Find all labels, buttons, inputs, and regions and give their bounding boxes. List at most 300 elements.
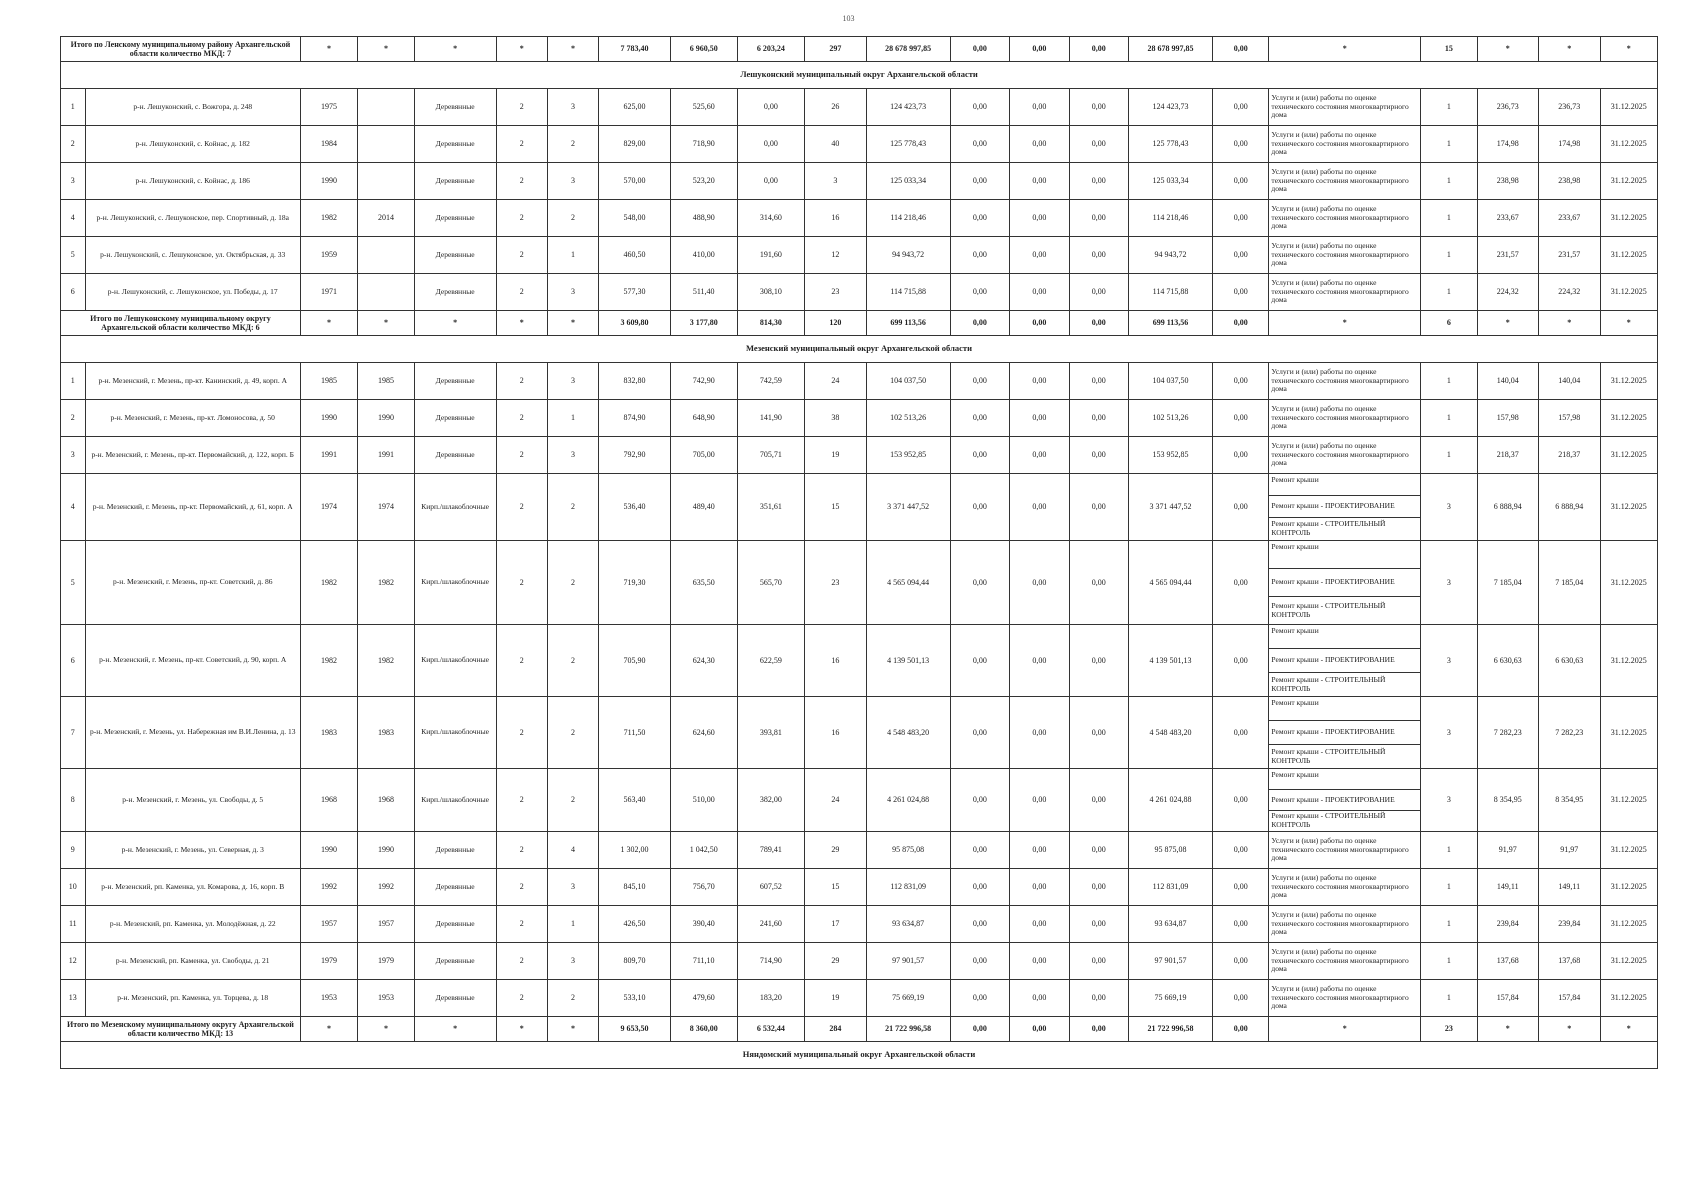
max-cost: 140,04 xyxy=(1539,363,1601,400)
address: р-н. Мезенский, г. Мезень, пр-кт. Ломоносова, д. 50 xyxy=(85,400,300,437)
value-cost: 125 033,34 xyxy=(866,163,950,200)
total-sp2: * xyxy=(1539,311,1601,336)
max-cost: 233,67 xyxy=(1539,200,1601,237)
work-count: 3 xyxy=(1421,769,1477,832)
total-total-area: 7 783,40 xyxy=(599,37,671,62)
specific-cost: 6 630,63 xyxy=(1477,625,1539,697)
value-total: 548,00 xyxy=(599,200,671,237)
completion-date: 31.12.2025 xyxy=(1600,832,1658,869)
total-work: * xyxy=(1269,37,1421,62)
row-number: 6 xyxy=(61,274,86,311)
work-type: Услуги и (или) работы по оценке технического состояния многоквартирного дома xyxy=(1269,274,1421,311)
value-oth: 0,00 xyxy=(1213,89,1269,126)
value-oth: 0,00 xyxy=(1213,869,1269,906)
value-oth: 0,00 xyxy=(1213,541,1269,625)
year-renovated: 1990 xyxy=(358,832,414,869)
table-row xyxy=(61,906,1658,943)
value-f: 0,00 xyxy=(950,869,1009,906)
floors: 2 xyxy=(496,769,547,832)
completion-date: 31.12.2025 xyxy=(1600,237,1658,274)
floors: 2 xyxy=(496,89,547,126)
value-priv: 314,60 xyxy=(737,200,805,237)
total-other: 0,00 xyxy=(1213,1017,1269,1042)
work-count: 3 xyxy=(1421,474,1477,541)
value-oth: 0,00 xyxy=(1213,437,1269,474)
value-living: 756,70 xyxy=(670,869,737,906)
value-own: 4 261 024,88 xyxy=(1129,769,1213,832)
value-oth: 0,00 xyxy=(1213,163,1269,200)
work-type: Услуги и (или) работы по оценке технического состояния многоквартирного дома xyxy=(1269,832,1421,869)
year-renovated xyxy=(358,274,414,311)
value-oth: 0,00 xyxy=(1213,625,1269,697)
specific-cost: 7 282,23 xyxy=(1477,697,1539,769)
row-number: 9 xyxy=(61,832,86,869)
specific-cost: 236,73 xyxy=(1477,89,1539,126)
table-row xyxy=(61,474,1658,496)
value-oth: 0,00 xyxy=(1213,980,1269,1017)
total-c5: * xyxy=(414,37,496,62)
value-br: 0,00 xyxy=(1010,980,1069,1017)
entrances: 1 xyxy=(547,237,598,274)
value-bl: 0,00 xyxy=(1069,697,1128,769)
work-type: Услуги и (или) работы по оценке технического состояния многоквартирного дома xyxy=(1269,200,1421,237)
value-own: 3 371 447,52 xyxy=(1129,474,1213,541)
floors: 2 xyxy=(496,980,547,1017)
work-count: 1 xyxy=(1421,200,1477,237)
value-oth: 0,00 xyxy=(1213,200,1269,237)
work-type: Услуги и (или) работы по оценке технического состояния многоквартирного дома xyxy=(1269,89,1421,126)
value-bl: 0,00 xyxy=(1069,437,1128,474)
total-c7: * xyxy=(547,1017,598,1042)
year-built: 1982 xyxy=(300,200,357,237)
work-count: 3 xyxy=(1421,625,1477,697)
total-date: * xyxy=(1600,37,1658,62)
value-priv: 0,00 xyxy=(737,126,805,163)
specific-cost: 224,32 xyxy=(1477,274,1539,311)
floors: 2 xyxy=(496,200,547,237)
total-other: 0,00 xyxy=(1213,37,1269,62)
max-cost: 218,37 xyxy=(1539,437,1601,474)
year-built: 1957 xyxy=(300,906,357,943)
table-row xyxy=(61,363,1658,400)
year-renovated xyxy=(358,126,414,163)
year-built: 1968 xyxy=(300,769,357,832)
max-cost: 7 185,04 xyxy=(1539,541,1601,625)
year-built: 1975 xyxy=(300,89,357,126)
max-cost: 149,11 xyxy=(1539,869,1601,906)
work-type: Ремонт крыши - ПРОЕКТИРОВАНИЕ xyxy=(1269,496,1421,518)
total-priv-area: 6 532,44 xyxy=(737,1017,805,1042)
register-table xyxy=(60,36,1658,1069)
specific-cost: 239,84 xyxy=(1477,906,1539,943)
row-number: 1 xyxy=(61,89,86,126)
table-row xyxy=(61,437,1658,474)
address: р-н. Мезенский, рп. Каменка, ул. Молодёжная, д. 22 xyxy=(85,906,300,943)
value-living: 705,00 xyxy=(670,437,737,474)
total-sp1: * xyxy=(1477,1017,1539,1042)
value-bl: 0,00 xyxy=(1069,474,1128,541)
year-renovated: 1985 xyxy=(358,363,414,400)
value-priv: 382,00 xyxy=(737,769,805,832)
year-renovated: 1982 xyxy=(358,625,414,697)
year-built: 1982 xyxy=(300,541,357,625)
section-row xyxy=(61,62,1658,89)
value-bl: 0,00 xyxy=(1069,832,1128,869)
work-type: Услуги и (или) работы по оценке технического состояния многоквартирного дома xyxy=(1269,943,1421,980)
year-built: 1959 xyxy=(300,237,357,274)
max-cost: 238,98 xyxy=(1539,163,1601,200)
address: р-н. Мезенский, г. Мезень, пр-кт. Советский, д. 90, корп. А xyxy=(85,625,300,697)
specific-cost: 6 888,94 xyxy=(1477,474,1539,541)
value-res: 12 xyxy=(805,237,867,274)
completion-date: 31.12.2025 xyxy=(1600,625,1658,697)
value-living: 510,00 xyxy=(670,769,737,832)
total-budget-region: 0,00 xyxy=(1010,311,1069,336)
value-bl: 0,00 xyxy=(1069,237,1128,274)
specific-cost: 157,84 xyxy=(1477,980,1539,1017)
value-f: 0,00 xyxy=(950,697,1009,769)
work-type: Ремонт крыши - СТРОИТЕЛЬНЫЙ КОНТРОЛЬ xyxy=(1269,597,1421,625)
total-row xyxy=(61,311,1658,336)
value-f: 0,00 xyxy=(950,906,1009,943)
wall-material: Деревянные xyxy=(414,363,496,400)
value-f: 0,00 xyxy=(950,437,1009,474)
total-c4: * xyxy=(358,1017,414,1042)
value-res: 3 xyxy=(805,163,867,200)
total-count: 23 xyxy=(1421,1017,1477,1042)
max-cost: 91,97 xyxy=(1539,832,1601,869)
value-oth: 0,00 xyxy=(1213,943,1269,980)
value-own: 97 901,57 xyxy=(1129,943,1213,980)
address: р-н. Лешуконский, с. Лешуконское, ул. Октябрьская, д. 33 xyxy=(85,237,300,274)
wall-material: Деревянные xyxy=(414,943,496,980)
entrances: 3 xyxy=(547,274,598,311)
entrances: 3 xyxy=(547,89,598,126)
value-living: 624,30 xyxy=(670,625,737,697)
total-residents: 284 xyxy=(805,1017,867,1042)
value-own: 112 831,09 xyxy=(1129,869,1213,906)
value-bl: 0,00 xyxy=(1069,625,1128,697)
floors: 2 xyxy=(496,625,547,697)
value-br: 0,00 xyxy=(1010,474,1069,541)
work-type: Услуги и (или) работы по оценке технического состояния многоквартирного дома xyxy=(1269,237,1421,274)
work-type: Услуги и (или) работы по оценке технического состояния многоквартирного дома xyxy=(1269,363,1421,400)
work-type: Ремонт крыши - СТРОИТЕЛЬНЫЙ КОНТРОЛЬ xyxy=(1269,673,1421,697)
total-c7: * xyxy=(547,311,598,336)
entrances: 2 xyxy=(547,697,598,769)
work-count: 1 xyxy=(1421,126,1477,163)
specific-cost: 174,98 xyxy=(1477,126,1539,163)
value-own: 125 033,34 xyxy=(1129,163,1213,200)
value-br: 0,00 xyxy=(1010,163,1069,200)
row-number: 4 xyxy=(61,474,86,541)
value-res: 38 xyxy=(805,400,867,437)
total-sp2: * xyxy=(1539,1017,1601,1042)
year-built: 1974 xyxy=(300,474,357,541)
wall-material: Деревянные xyxy=(414,163,496,200)
total-budget-local: 0,00 xyxy=(1069,37,1128,62)
address: р-н. Мезенский, г. Мезень, ул. Северная, д. 3 xyxy=(85,832,300,869)
value-own: 104 037,50 xyxy=(1129,363,1213,400)
row-number: 7 xyxy=(61,697,86,769)
address: р-н. Мезенский, рп. Каменка, ул. Комарова, д. 16, корп. В xyxy=(85,869,300,906)
value-f: 0,00 xyxy=(950,89,1009,126)
work-type: Ремонт крыши - СТРОИТЕЛЬНЫЙ КОНТРОЛЬ xyxy=(1269,745,1421,769)
value-priv: 241,60 xyxy=(737,906,805,943)
value-cost: 4 261 024,88 xyxy=(866,769,950,832)
value-own: 114 218,46 xyxy=(1129,200,1213,237)
table-row xyxy=(61,869,1658,906)
row-number: 6 xyxy=(61,625,86,697)
total-cost-total: 699 113,56 xyxy=(866,311,950,336)
table-row xyxy=(61,541,1658,569)
value-bl: 0,00 xyxy=(1069,541,1128,625)
wall-material: Деревянные xyxy=(414,906,496,943)
value-cost: 112 831,09 xyxy=(866,869,950,906)
value-f: 0,00 xyxy=(950,625,1009,697)
completion-date: 31.12.2025 xyxy=(1600,200,1658,237)
value-living: 1 042,50 xyxy=(670,832,737,869)
value-bl: 0,00 xyxy=(1069,363,1128,400)
value-cost: 3 371 447,52 xyxy=(866,474,950,541)
total-c6: * xyxy=(496,311,547,336)
work-type: Ремонт крыши xyxy=(1269,625,1421,649)
entrances: 3 xyxy=(547,943,598,980)
value-total: 711,50 xyxy=(599,697,671,769)
specific-cost: 238,98 xyxy=(1477,163,1539,200)
value-bl: 0,00 xyxy=(1069,943,1128,980)
address: р-н. Мезенский, рп. Каменка, ул. Торцева, д. 18 xyxy=(85,980,300,1017)
specific-cost: 149,11 xyxy=(1477,869,1539,906)
value-total: 563,40 xyxy=(599,769,671,832)
work-type: Ремонт крыши - ПРОЕКТИРОВАНИЕ xyxy=(1269,721,1421,745)
total-c5: * xyxy=(414,311,496,336)
value-priv: 191,60 xyxy=(737,237,805,274)
value-f: 0,00 xyxy=(950,980,1009,1017)
value-cost: 102 513,26 xyxy=(866,400,950,437)
year-built: 1985 xyxy=(300,363,357,400)
specific-cost: 137,68 xyxy=(1477,943,1539,980)
address: р-н. Мезенский, г. Мезень, пр-кт. Советский, д. 86 xyxy=(85,541,300,625)
value-cost: 114 218,46 xyxy=(866,200,950,237)
row-number: 2 xyxy=(61,400,86,437)
value-br: 0,00 xyxy=(1010,769,1069,832)
work-count: 1 xyxy=(1421,869,1477,906)
completion-date: 31.12.2025 xyxy=(1600,437,1658,474)
value-living: 523,20 xyxy=(670,163,737,200)
work-count: 3 xyxy=(1421,541,1477,625)
value-total: 426,50 xyxy=(599,906,671,943)
table-row xyxy=(61,980,1658,1017)
work-type: Ремонт крыши xyxy=(1269,541,1421,569)
value-cost: 75 669,19 xyxy=(866,980,950,1017)
value-res: 40 xyxy=(805,126,867,163)
section-title: Лешуконский муниципальный округ Архангельской области xyxy=(61,62,1658,89)
table-row xyxy=(61,126,1658,163)
table-row xyxy=(61,200,1658,237)
work-type: Ремонт крыши - ПРОЕКТИРОВАНИЕ xyxy=(1269,790,1421,811)
total-living-area: 6 960,50 xyxy=(670,37,737,62)
value-cost: 4 548 483,20 xyxy=(866,697,950,769)
total-work: * xyxy=(1269,311,1421,336)
value-living: 525,60 xyxy=(670,89,737,126)
value-priv: 183,20 xyxy=(737,980,805,1017)
work-count: 1 xyxy=(1421,943,1477,980)
year-renovated: 2014 xyxy=(358,200,414,237)
floors: 2 xyxy=(496,541,547,625)
work-count: 1 xyxy=(1421,906,1477,943)
entrances: 3 xyxy=(547,163,598,200)
max-cost: 236,73 xyxy=(1539,89,1601,126)
value-res: 24 xyxy=(805,363,867,400)
max-cost: 174,98 xyxy=(1539,126,1601,163)
address: р-н. Лешуконский, с. Койнас, д. 182 xyxy=(85,126,300,163)
value-total: 705,90 xyxy=(599,625,671,697)
section-row xyxy=(61,1042,1658,1069)
page-number: 103 xyxy=(842,14,855,23)
completion-date: 31.12.2025 xyxy=(1600,906,1658,943)
value-br: 0,00 xyxy=(1010,625,1069,697)
value-res: 15 xyxy=(805,869,867,906)
floors: 2 xyxy=(496,869,547,906)
value-priv: 714,90 xyxy=(737,943,805,980)
max-cost: 7 282,23 xyxy=(1539,697,1601,769)
address: р-н. Мезенский, рп. Каменка, ул. Свободы, д. 21 xyxy=(85,943,300,980)
value-bl: 0,00 xyxy=(1069,126,1128,163)
total-residents: 297 xyxy=(805,37,867,62)
floors: 2 xyxy=(496,126,547,163)
work-count: 1 xyxy=(1421,274,1477,311)
year-built: 1990 xyxy=(300,832,357,869)
completion-date: 31.12.2025 xyxy=(1600,980,1658,1017)
value-res: 19 xyxy=(805,980,867,1017)
wall-material: Деревянные xyxy=(414,274,496,311)
work-type: Ремонт крыши - ПРОЕКТИРОВАНИЕ xyxy=(1269,569,1421,597)
value-living: 488,90 xyxy=(670,200,737,237)
total-priv-area: 6 203,24 xyxy=(737,37,805,62)
entrances: 2 xyxy=(547,625,598,697)
specific-cost: 91,97 xyxy=(1477,832,1539,869)
value-priv: 0,00 xyxy=(737,163,805,200)
wall-material: Кирп./шлакоблочные xyxy=(414,625,496,697)
value-total: 577,30 xyxy=(599,274,671,311)
completion-date: 31.12.2025 xyxy=(1600,363,1658,400)
total-work: * xyxy=(1269,1017,1421,1042)
row-number: 4 xyxy=(61,200,86,237)
value-bl: 0,00 xyxy=(1069,869,1128,906)
work-type: Ремонт крыши - СТРОИТЕЛЬНЫЙ КОНТРОЛЬ xyxy=(1269,518,1421,541)
total-sp1: * xyxy=(1477,311,1539,336)
value-br: 0,00 xyxy=(1010,237,1069,274)
table-row xyxy=(61,89,1658,126)
floors: 2 xyxy=(496,697,547,769)
specific-cost: 7 185,04 xyxy=(1477,541,1539,625)
floors: 2 xyxy=(496,832,547,869)
year-built: 1991 xyxy=(300,437,357,474)
value-br: 0,00 xyxy=(1010,869,1069,906)
max-cost: 6 630,63 xyxy=(1539,625,1601,697)
max-cost: 224,32 xyxy=(1539,274,1601,311)
value-living: 635,50 xyxy=(670,541,737,625)
value-living: 711,10 xyxy=(670,943,737,980)
total-row xyxy=(61,37,1658,62)
value-total: 625,00 xyxy=(599,89,671,126)
value-total: 719,30 xyxy=(599,541,671,625)
value-total: 533,10 xyxy=(599,980,671,1017)
value-bl: 0,00 xyxy=(1069,163,1128,200)
year-renovated xyxy=(358,163,414,200)
value-oth: 0,00 xyxy=(1213,832,1269,869)
value-f: 0,00 xyxy=(950,237,1009,274)
value-oth: 0,00 xyxy=(1213,237,1269,274)
work-type: Ремонт крыши xyxy=(1269,697,1421,721)
total-c4: * xyxy=(358,37,414,62)
work-type: Услуги и (или) работы по оценке технического состояния многоквартирного дома xyxy=(1269,126,1421,163)
value-own: 4 565 094,44 xyxy=(1129,541,1213,625)
floors: 2 xyxy=(496,400,547,437)
table-row xyxy=(61,274,1658,311)
total-other: 0,00 xyxy=(1213,311,1269,336)
specific-cost: 140,04 xyxy=(1477,363,1539,400)
year-renovated: 1979 xyxy=(358,943,414,980)
total-c3: * xyxy=(300,311,357,336)
work-count: 1 xyxy=(1421,363,1477,400)
wall-material: Кирп./шлакоблочные xyxy=(414,769,496,832)
work-count: 1 xyxy=(1421,163,1477,200)
value-own: 153 952,85 xyxy=(1129,437,1213,474)
entrances: 2 xyxy=(547,541,598,625)
row-number: 13 xyxy=(61,980,86,1017)
value-br: 0,00 xyxy=(1010,274,1069,311)
year-built: 1983 xyxy=(300,697,357,769)
wall-material: Деревянные xyxy=(414,832,496,869)
work-type: Услуги и (или) работы по оценке технического состояния многоквартирного дома xyxy=(1269,980,1421,1017)
max-cost: 231,57 xyxy=(1539,237,1601,274)
value-br: 0,00 xyxy=(1010,697,1069,769)
value-cost: 94 943,72 xyxy=(866,237,950,274)
max-cost: 239,84 xyxy=(1539,906,1601,943)
value-priv: 742,59 xyxy=(737,363,805,400)
entrances: 2 xyxy=(547,769,598,832)
total-fund: 0,00 xyxy=(950,311,1009,336)
value-br: 0,00 xyxy=(1010,200,1069,237)
completion-date: 31.12.2025 xyxy=(1600,89,1658,126)
work-type: Услуги и (или) работы по оценке технического состояния многоквартирного дома xyxy=(1269,400,1421,437)
address: р-н. Мезенский, г. Мезень, пр-кт. Канинский, д. 49, корп. А xyxy=(85,363,300,400)
floors: 2 xyxy=(496,274,547,311)
value-priv: 607,52 xyxy=(737,869,805,906)
year-built: 1990 xyxy=(300,163,357,200)
entrances: 3 xyxy=(547,869,598,906)
value-cost: 97 901,57 xyxy=(866,943,950,980)
value-f: 0,00 xyxy=(950,400,1009,437)
value-res: 23 xyxy=(805,274,867,311)
value-total: 809,70 xyxy=(599,943,671,980)
value-priv: 565,70 xyxy=(737,541,805,625)
total-fund: 0,00 xyxy=(950,37,1009,62)
row-number: 1 xyxy=(61,363,86,400)
wall-material: Деревянные xyxy=(414,980,496,1017)
value-total: 570,00 xyxy=(599,163,671,200)
table-row xyxy=(61,625,1658,649)
address: р-н. Мезенский, г. Мезень, ул. Набережная им В.И.Ленина, д. 13 xyxy=(85,697,300,769)
completion-date: 31.12.2025 xyxy=(1600,943,1658,980)
entrances: 2 xyxy=(547,980,598,1017)
year-built: 1979 xyxy=(300,943,357,980)
total-c4: * xyxy=(358,311,414,336)
completion-date: 31.12.2025 xyxy=(1600,541,1658,625)
total-c7: * xyxy=(547,37,598,62)
